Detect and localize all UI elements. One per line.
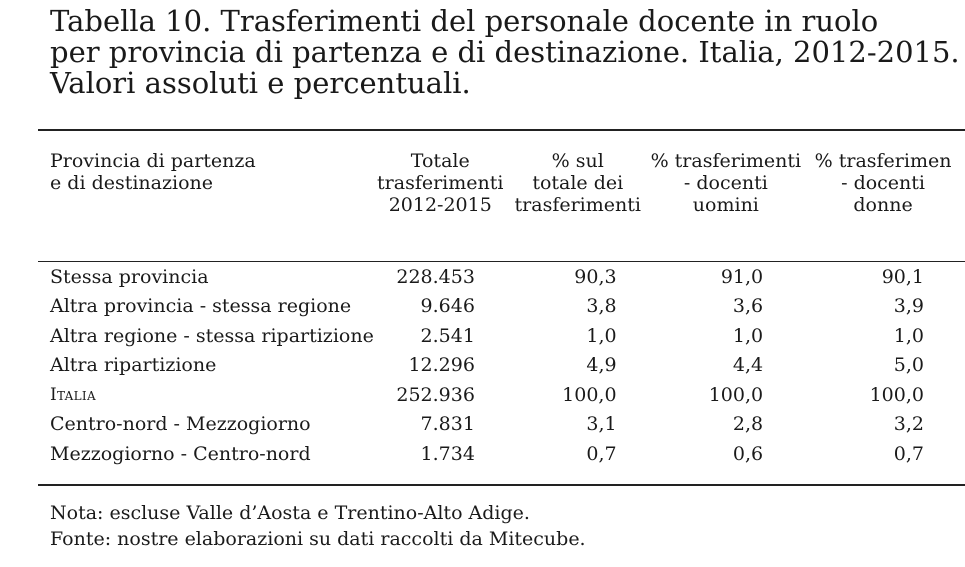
- cell-total: 228.453: [396, 265, 475, 288]
- table-row: [50, 321, 965, 351]
- header-total: Totale trasferimenti 2012-2015: [377, 150, 504, 216]
- bottom-rule: [38, 484, 965, 486]
- row-label: Centro-nord - Mezzogiorno: [50, 413, 311, 436]
- cell-pct-women: 90,1: [881, 265, 924, 288]
- table-row-total: [50, 380, 965, 410]
- title-line-1: Tabella 10. Trasferimenti del personale docente in ruolo: [50, 4, 879, 38]
- cell-total: 7.831: [420, 413, 475, 436]
- cell-total: 1.734: [420, 442, 475, 465]
- cell-pct-men: 1,0: [732, 324, 764, 347]
- cell-pct-men: 2,8: [732, 413, 764, 436]
- cell-pct-total: 100,0: [562, 383, 617, 406]
- cell-pct-total: 4,9: [586, 354, 617, 377]
- row-label: Mezzogiorno - Centro-nord: [50, 442, 311, 465]
- cell-pct-total: 0,7: [586, 442, 617, 465]
- cell-pct-women: 5,0: [893, 354, 924, 377]
- table-row: [50, 292, 965, 322]
- cell-total: 9.646: [420, 295, 475, 318]
- row-label: Altra ripartizione: [50, 354, 217, 377]
- table-notes: [50, 500, 586, 552]
- table-row: [50, 262, 965, 292]
- cell-pct-women: 3,2: [893, 413, 924, 436]
- cell-pct-men: 100,0: [708, 383, 764, 406]
- cell-pct-total: 90,3: [574, 265, 617, 288]
- header-pct-total: % sul totale dei trasferimenti: [514, 150, 641, 216]
- cell-pct-women: 1,0: [893, 324, 924, 347]
- row-label: Altra provincia - stessa regione: [50, 295, 352, 318]
- header-row: [50, 150, 965, 262]
- cell-pct-total: 3,8: [586, 295, 617, 318]
- cell-total: 12.296: [408, 354, 475, 377]
- table-row: [50, 410, 965, 440]
- top-rule: [38, 129, 965, 131]
- cell-total: 252.936: [396, 383, 475, 406]
- cell-pct-women: 0,7: [893, 442, 924, 465]
- cell-total: 2.541: [420, 324, 475, 347]
- row-label: Altra regione - stessa ripartizione: [50, 324, 374, 347]
- cell-pct-men: 3,6: [732, 295, 764, 318]
- cell-pct-women: 3,9: [893, 295, 924, 318]
- cell-pct-total: 3,1: [586, 413, 617, 436]
- note-text: Nota: escluse Valle d’Aosta e Trentino-Alto Adige.: [50, 502, 530, 524]
- cell-pct-women: 100,0: [869, 383, 924, 406]
- data-table: [50, 150, 965, 469]
- header-pct-women: % trasferimen - docenti donne: [814, 150, 952, 216]
- title-line-2: per provincia di partenza e di destinazione. Italia, 2012-2015.: [50, 35, 960, 69]
- source-text: Fonte: nostre elaborazioni su dati raccolti da Mitecube.: [50, 528, 586, 550]
- table-row: [50, 439, 965, 469]
- cell-pct-men: 91,0: [720, 265, 764, 288]
- cell-pct-men: 0,6: [732, 442, 764, 465]
- table-row: [50, 351, 965, 381]
- row-label: Stessa provincia: [50, 265, 209, 288]
- row-label: Italia: [50, 384, 96, 405]
- header-province: Provincia di partenza e di destinazione: [50, 150, 256, 194]
- table-title: [50, 4, 960, 100]
- cell-pct-men: 4,4: [732, 354, 764, 377]
- header-pct-men: % trasferimenti - docenti uomini: [650, 150, 802, 216]
- cell-pct-total: 1,0: [586, 324, 617, 347]
- title-line-3: Valori assoluti e percentuali.: [50, 66, 471, 100]
